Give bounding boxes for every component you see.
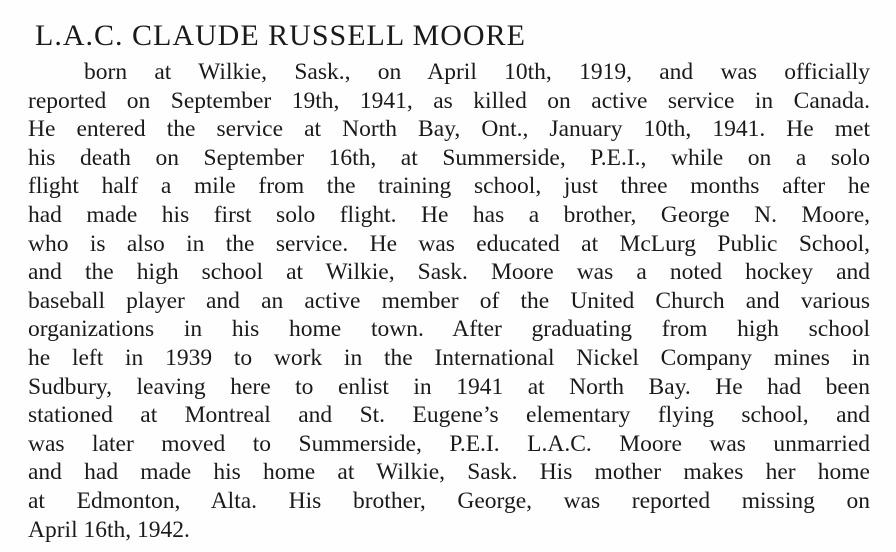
text-line: was later moved to Summerside, P.E.I. L.A.C. Moore was unmarried — [28, 430, 870, 457]
text-line: born at Wilkie, Sask., on April 10th, 1919, and was officially — [84, 59, 870, 85]
text-line: baseball player and an active member of the United Church and various — [28, 287, 870, 314]
text-line: April 16th, 1942. — [28, 516, 190, 543]
document-heading: L.A.C. CLAUDE RUSSELL MOORE — [35, 19, 526, 52]
text-line: who is also in the service. He was educated at McLurg Public School, — [28, 230, 870, 257]
text-line: and had made his home at Wilkie, Sask. His mother makes her home — [28, 459, 870, 486]
text-line: his death on September 16th, at Summerside, P.E.I., while on a solo — [28, 144, 870, 171]
text-line: flight half a mile from the training school, just three months after he — [28, 173, 870, 200]
text-line: He entered the service at North Bay, Ont., January 10th, 1941. He met — [28, 116, 870, 143]
text-line: he left in 1939 to work in the International Nickel Company mines in — [28, 344, 870, 371]
text-line: had made his first solo flight. He has a brother, George N. Moore, — [28, 201, 870, 228]
text-line: stationed at Montreal and St. Eugene’s elementary flying school, and — [28, 402, 870, 429]
text-line: at Edmonton, Alta. His brother, George, was reported missing on — [28, 487, 870, 514]
text-line: reported on September 19th, 1941, as killed on active service in Canada. — [28, 87, 870, 114]
text-line: organizations in his home town. After graduating from high school — [28, 316, 870, 343]
document-body — [28, 58, 870, 544]
text-line: and the high school at Wilkie, Sask. Moore was a noted hockey and — [28, 259, 870, 286]
text-line: Sudbury, leaving here to enlist in 1941 at North Bay. He had been — [28, 373, 870, 400]
